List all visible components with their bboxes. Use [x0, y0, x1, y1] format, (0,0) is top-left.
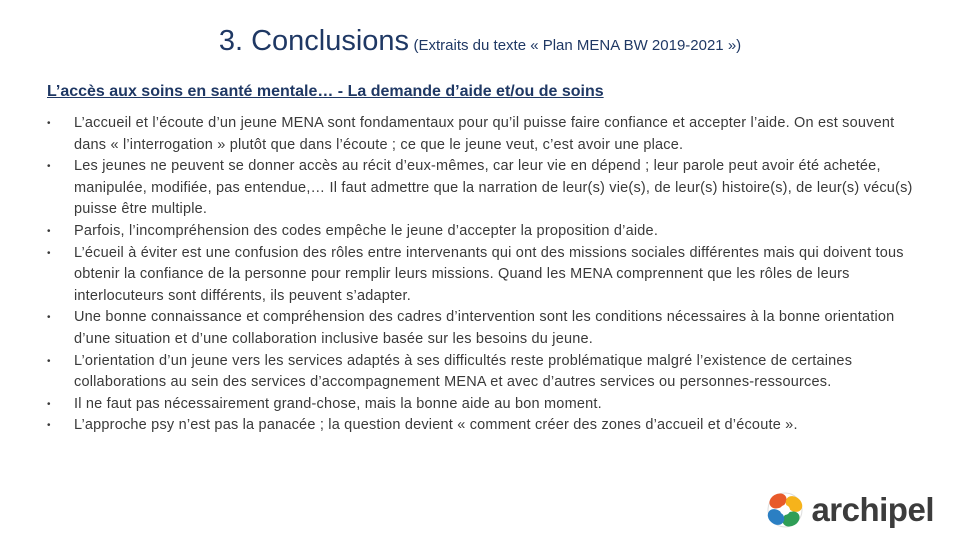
bullet-item [47, 221, 927, 243]
bullet-item [47, 113, 927, 156]
bullet-item [47, 415, 927, 437]
archipel-logo [765, 490, 934, 530]
bullet-text: L’accueil et l’écoute d’un jeune MENA sont fondamentaux pour qu’il puisse faire confiance et accepter l’aide. On est souvent dans « l’interrogation » plutôt que dans l’écoute ; ce que le jeune veut, c’est avoir une place. [74, 115, 895, 153]
title-sub: (Extraits du texte « Plan MENA BW 2019-2021 ») [413, 37, 742, 54]
bullet-dot: • [47, 118, 51, 129]
bullet-dot: • [47, 247, 51, 259]
bullet-text: L’écueil à éviter est une confusion des rôles entre intervenants qui ont des missions sociales différentes mais qui doivent tous obtenir la confiance de la personne pour remplir leurs missions. Quand les MENA comprennent que les rôles de leurs interlocuteurs sont différents, ils peuvent s’adapter. [74, 244, 904, 304]
slide-title [0, 25, 960, 58]
bullet-text: Une bonne connaissance et compréhension des cadres d’intervention sont les conditions nécessaires à la bonne orientation d’une situation et d’une collaboration inclusive basée sur les besoins du jeune. [74, 309, 895, 347]
bullet-dot: • [47, 355, 51, 367]
bullet-dot: • [47, 398, 51, 410]
bullet-item [47, 156, 927, 221]
bullet-list [47, 113, 927, 437]
bullet-item [47, 307, 927, 350]
logo-text: archipel [811, 491, 934, 528]
bullet-text: L’orientation d’un jeune vers les services adaptés à ses difficultés reste problématique malgré l’existence de certaines collaborations au sein des services d’accompagnement MENA et avec d’autres services ou personnes-ressources. [74, 352, 853, 391]
section-subheading: L’accès aux soins en santé mentale… - La demande d’aide et/ou de soins [47, 83, 604, 100]
bullet-item [47, 351, 927, 394]
title-main: 3. Conclusions [218, 25, 410, 57]
bullet-dot: • [47, 312, 51, 324]
bullet-text: Il ne faut pas nécessairement grand-chose, mais la bonne aide au bon moment. [74, 395, 602, 412]
bullet-item [47, 394, 927, 416]
archipel-logo-icon [765, 490, 805, 530]
bullet-dot: • [47, 161, 51, 173]
bullet-dot: • [47, 225, 51, 237]
bullet-item [47, 243, 927, 308]
bullet-dot: • [47, 420, 51, 432]
bullet-text: Les jeunes ne peuvent se donner accès au récit d’eux-mêmes, car leur vie en dépend ; leur parole peut avoir été achetée, manipulée, modifiée, pas entendue,… Il faut admettre que la narration de leur(s) vie(s), de leur(s) histoire(s), de leur(s) vécu(s) puisse être multiple. [74, 158, 913, 218]
bullet-text: L’approche psy n’est pas la panacée ; la question devient « comment créer des zones d’accueil et d’écoute ». [74, 417, 798, 434]
bullet-text: Parfois, l’incompréhension des codes empêche le jeune d’accepter la proposition d’aide. [74, 222, 659, 239]
